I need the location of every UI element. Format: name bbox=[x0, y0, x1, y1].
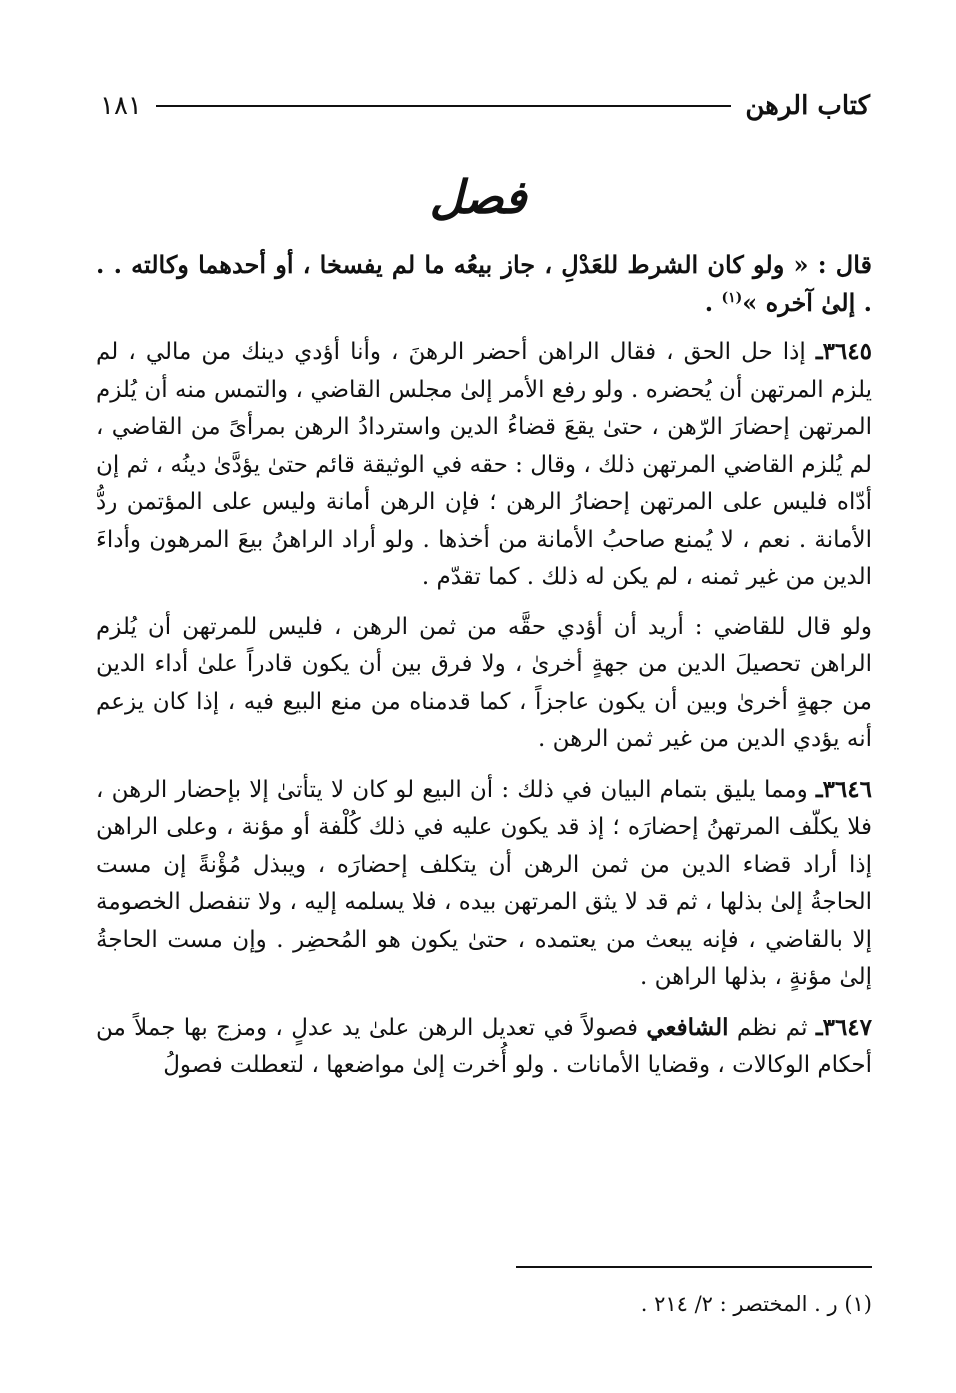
paragraph-number: ٣٦٤٧ـ bbox=[815, 1013, 873, 1041]
running-header bbox=[100, 86, 870, 126]
paragraph-number: ٣٦٤٦ـ bbox=[815, 775, 872, 803]
paragraph-text: إذا حل الحق ، فقال الراهن أحضر الرهنَ ، وأنا أؤدي دينك من مالي ، لم يلزم المرتهن أن يُحضره . ولو رفع الأمر إلىٰ مجلس القاضي ، والتمس منه أن يُلزم المرتهن إحضارَ الرّهن ، حتىٰ يقعَ قضاءُ الدين واستردادُ الرهن بمرأىً من القاضي ، لم يُلزم القاضي المرتهن ذلك ، وقال : حقه في الوثيقة قائم حتىٰ يؤدَّىٰ دينُه ، ثم إن أدّاه فليس على المرتهن إحضارُ الرهن ؛ فإن الرهن أمانة وليس على المؤتمن ردُّ الأمانة . نعم ، لا يُمنع صاحبُ الأمانة من أخذها . ولو أراد الراهنُ بيعَ المرهون وأداءَ الدين من غير ثمنه ، لم يكن له ذلك . كما تقدّم . bbox=[96, 339, 872, 590]
paragraph-text: ثم نظم bbox=[728, 1014, 816, 1041]
paragraph-3645 bbox=[96, 333, 872, 597]
opening-quote-text: قال : « ولو كان الشرط للعَدْلِ ، جاز بيعُه ما لم يفسخا ، أو أحدهما وكالته . . . إلىٰ آخره » bbox=[96, 250, 872, 317]
header-rule bbox=[156, 105, 731, 107]
opening-quote bbox=[96, 246, 872, 321]
paragraph-3646 bbox=[96, 771, 872, 997]
book-title: كتاب الرهن bbox=[745, 91, 870, 121]
paragraph-3647 bbox=[96, 1009, 872, 1085]
page-number: ١٨١ bbox=[100, 91, 142, 121]
footnote bbox=[96, 1288, 872, 1320]
footnote-marker: (١) bbox=[844, 1292, 872, 1316]
footnote-rule bbox=[516, 1266, 872, 1268]
paragraph-text: فصولاً في تعديل الرهن علىٰ يد عدلٍ ، ومزج بها جملاً من أحكام الوكالات ، وقضايا الأمانات . ولو أُخرت إلىٰ مواضعها ، لتعطلت فصولُ bbox=[96, 1014, 872, 1078]
paragraph-continuation bbox=[96, 609, 872, 759]
footnote-text: ر . المختصر : ٢/ ٢١٤ . bbox=[640, 1292, 838, 1316]
footnote-reference: (١) bbox=[721, 289, 743, 306]
body-text bbox=[96, 246, 872, 1097]
scholar-name: الشافعي bbox=[646, 1013, 729, 1041]
section-heading: فصل bbox=[429, 170, 527, 224]
paragraph-number: ٣٦٤٥ـ bbox=[815, 338, 872, 365]
paragraph-text: ومما يليق بتمام البيان في ذلك : أن البيع لو كان لا يتأتىٰ إلا بإحضار الرهن ، فلا يكلّف المرتهنُ إحضارَه ؛ إذ قد يكون عليه في ذلك كُلْفة أو مؤنة ، وعلى الراهن إذا أراد قضاء الدين من ثمن الرهن أن يتكلف إحضارَه ، ويبذل مُؤْنةً إن مست الحاجةُ إلىٰ بذلها ، ثم قد لا يثق المرتهن بيده ، فلا يسلمه إليه ، ولا تنفصل الخصومة إلا بالقاضي ، فإنه يبعث من يعتمده ، حتىٰ يكون هو المُحضِر . وإن مست الحاجةُ إلىٰ مؤنةٍ ، بذلها الراهن . bbox=[96, 776, 872, 990]
paragraph-text: ولو قال للقاضي : أريد أن أؤدي حقَّه من ثمن الرهن ، فليس للمرتهن أن يُلزم الراهن تحصيلَ الدين من جهةٍ أخرىٰ ، ولا فرق بين أن يكون قادراً علىٰ أداء الدين من جهةٍ أخرىٰ وبين أن يكون عاجزاً ، كما قدمناه من منع البيع فيه ، إذا كان يزعم أنه يؤدي الدين من غير ثمن الرهن . bbox=[96, 613, 872, 752]
opening-quote-end: . bbox=[704, 287, 722, 317]
